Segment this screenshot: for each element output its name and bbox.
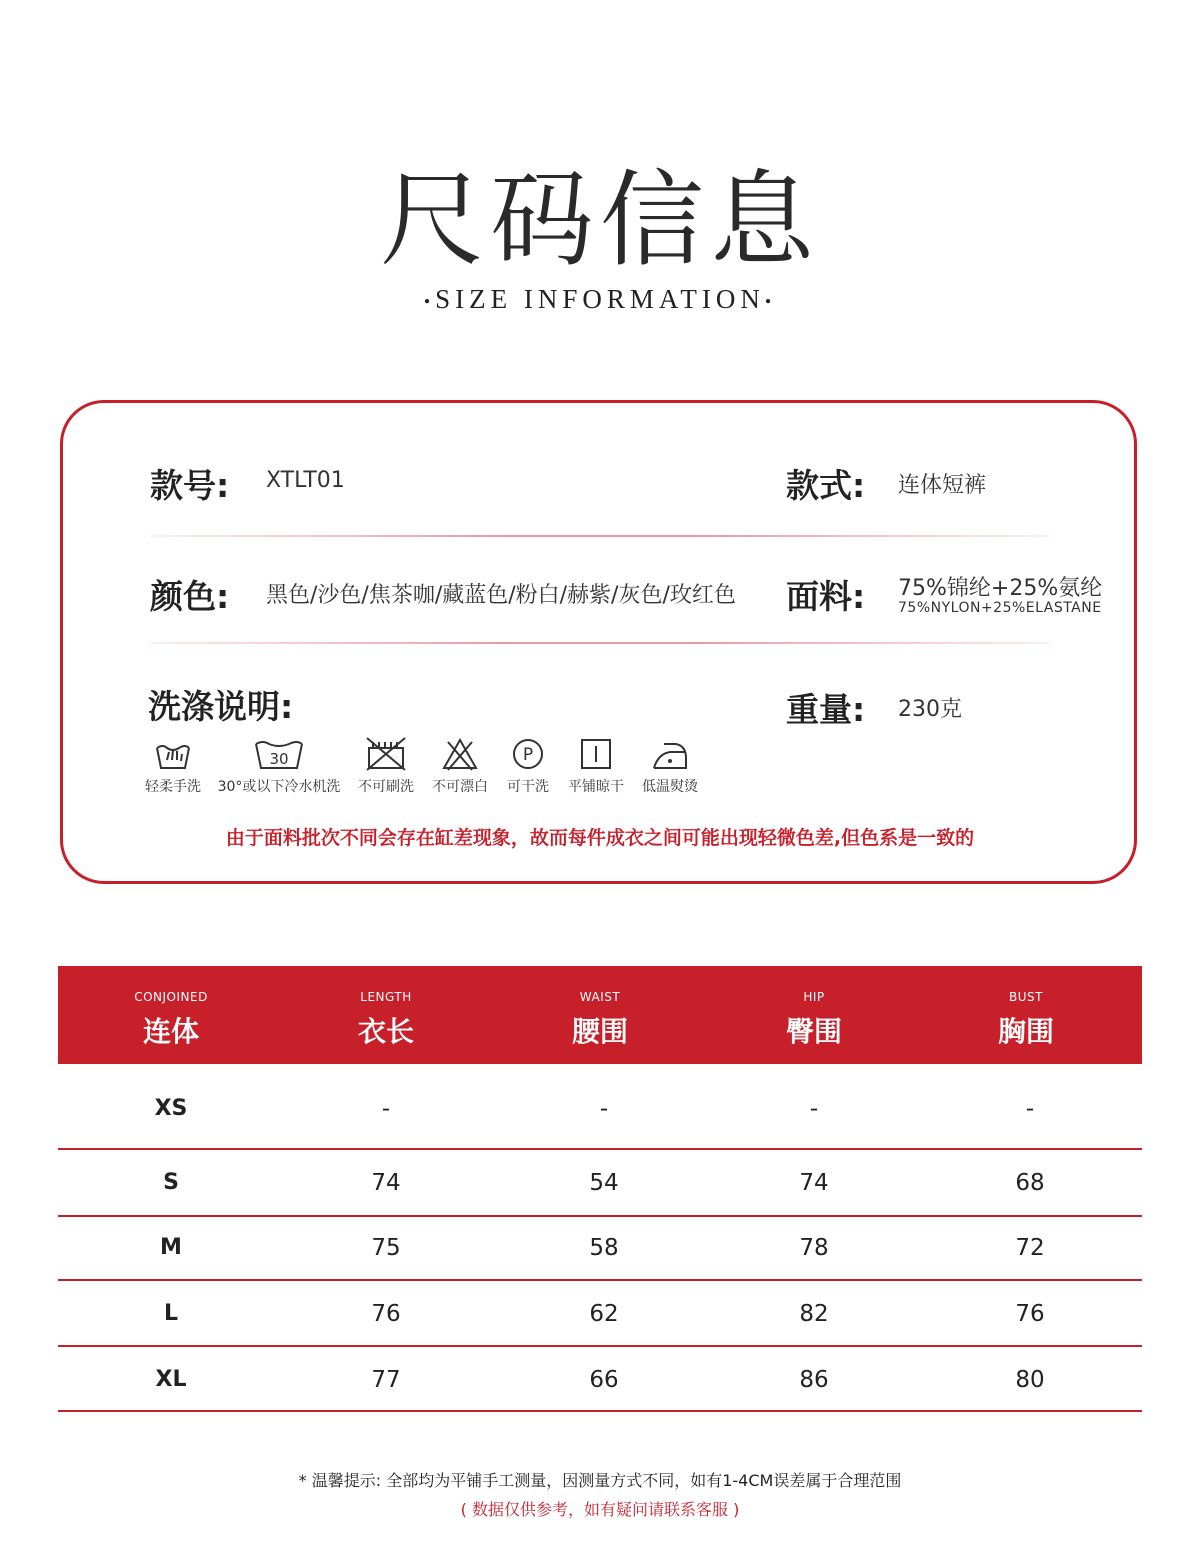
column-header-conjoined bbox=[71, 966, 271, 1064]
care-label-dry-clean: 可干洗 bbox=[507, 779, 549, 795]
row-divider bbox=[58, 1148, 1142, 1150]
care-label-hand-wash: 轻柔手洗 bbox=[145, 779, 201, 795]
column-header-zh: 连体 bbox=[142, 1015, 199, 1048]
no-brush-icon bbox=[363, 736, 409, 772]
size-cell: M bbox=[160, 1235, 182, 1260]
dry-clean-letter: P bbox=[522, 745, 534, 765]
style-no-label: 款号: bbox=[150, 466, 230, 505]
care-item-low-iron bbox=[636, 736, 704, 796]
waist-cell: 58 bbox=[589, 1235, 619, 1261]
bust-cell: 80 bbox=[1015, 1367, 1045, 1393]
row-divider bbox=[58, 1410, 1142, 1412]
waist-cell: 62 bbox=[589, 1301, 619, 1327]
machine-wash-30-icon bbox=[253, 736, 305, 772]
page-subtitle bbox=[0, 284, 1200, 315]
wash-temperature: 30 bbox=[269, 750, 289, 768]
length-cell: 74 bbox=[371, 1170, 401, 1196]
length-cell: 76 bbox=[371, 1301, 401, 1327]
care-label-flat-dry: 平铺晾干 bbox=[568, 779, 624, 795]
no-bleach-icon bbox=[440, 736, 480, 772]
low-iron-icon bbox=[650, 736, 690, 772]
style-value: 连体短裤 bbox=[898, 473, 987, 498]
column-header-en: WAIST bbox=[579, 990, 621, 1004]
waist-cell: 54 bbox=[589, 1170, 619, 1196]
fabric-label: 面料: bbox=[786, 577, 866, 616]
subtitle-dot-right: • bbox=[764, 291, 777, 312]
page-title: 尺码信息 bbox=[379, 159, 820, 281]
style-label: 款式: bbox=[786, 466, 866, 505]
hip-cell: 82 bbox=[799, 1301, 829, 1327]
fabric-value-cn: 75%锦纶+25%氨纶 bbox=[898, 576, 1103, 601]
size-cell: L bbox=[163, 1301, 179, 1326]
info-divider bbox=[150, 642, 1050, 644]
hip-cell: 86 bbox=[799, 1367, 829, 1393]
size-cell: S bbox=[163, 1170, 179, 1195]
care-item-no-bleach bbox=[426, 736, 494, 796]
length-cell: 75 bbox=[371, 1235, 401, 1261]
length-cell: - bbox=[381, 1096, 391, 1122]
weight-label: 重量: bbox=[786, 690, 866, 729]
size-table-header bbox=[58, 966, 1142, 1064]
care-item-flat-dry bbox=[562, 736, 630, 796]
column-header-en: CONJOINED bbox=[134, 990, 208, 1004]
row-divider bbox=[58, 1279, 1142, 1281]
column-header-waist bbox=[500, 966, 700, 1064]
dry-clean-p-icon bbox=[510, 736, 546, 772]
color-label: 颜色: bbox=[150, 577, 230, 616]
measurement-tip: * 温馨提示: 全部均为平铺手工测量，因测量方式不同，如有1-4CM误差属于合理范围 bbox=[298, 1471, 902, 1490]
bust-cell: 68 bbox=[1015, 1170, 1045, 1196]
column-header-zh: 臀围 bbox=[785, 1015, 842, 1048]
care-item-hand-wash bbox=[136, 736, 210, 796]
waist-cell: - bbox=[599, 1096, 609, 1122]
column-header-length bbox=[286, 966, 486, 1064]
style-no-value: XTLT01 bbox=[266, 468, 345, 493]
flat-dry-icon bbox=[578, 736, 614, 772]
info-divider bbox=[150, 535, 1050, 537]
subtitle-dot-left: • bbox=[423, 291, 436, 312]
care-item-machine-wash bbox=[212, 736, 346, 796]
hand-wash-icon bbox=[153, 736, 193, 772]
column-header-en: HIP bbox=[803, 990, 825, 1004]
waist-cell: 66 bbox=[589, 1367, 619, 1393]
column-header-en: LENGTH bbox=[360, 990, 412, 1004]
care-label: 洗涤说明: bbox=[148, 687, 294, 726]
hip-cell: 74 bbox=[799, 1170, 829, 1196]
color-difference-notice: 由于面料批次不同会存在缸差现象，故而每件成衣之间可能出现轻微色差,但色系是一致的 bbox=[225, 827, 975, 849]
care-label-no-brush: 不可刷洗 bbox=[358, 779, 414, 795]
bust-cell: 72 bbox=[1015, 1235, 1045, 1261]
reference-note: ( 数据仅供参考，如有疑问请联系客服 ) bbox=[460, 1500, 740, 1519]
color-value: 黑色/沙色/焦茶咖/藏蓝色/粉白/赫紫/灰色/玫红色 bbox=[266, 583, 736, 608]
column-header-zh: 胸围 bbox=[997, 1015, 1054, 1048]
bust-cell: 76 bbox=[1015, 1301, 1045, 1327]
care-label-no-bleach: 不可漂白 bbox=[432, 779, 488, 795]
size-cell: XL bbox=[155, 1367, 187, 1392]
care-label-machine-wash: 30°或以下冷水机洗 bbox=[217, 779, 341, 795]
column-header-en: BUST bbox=[1009, 990, 1043, 1004]
bust-cell: - bbox=[1025, 1096, 1035, 1122]
fabric-value-en: 75%NYLON+25%ELASTANE bbox=[898, 600, 1102, 616]
column-header-zh: 衣长 bbox=[357, 1015, 414, 1048]
care-item-dry-clean bbox=[498, 736, 558, 796]
column-header-zh: 腰围 bbox=[571, 1015, 628, 1048]
column-header-bust bbox=[926, 966, 1126, 1064]
weight-value: 230克 bbox=[898, 697, 962, 722]
hip-cell: 78 bbox=[799, 1235, 829, 1261]
row-divider bbox=[58, 1215, 1142, 1217]
column-header-hip bbox=[714, 966, 914, 1064]
length-cell: 77 bbox=[371, 1367, 401, 1393]
hip-cell: - bbox=[809, 1096, 819, 1122]
size-cell: XS bbox=[154, 1096, 188, 1121]
subtitle-text: SIZE INFORMATION bbox=[435, 284, 765, 314]
row-divider bbox=[58, 1345, 1142, 1347]
care-label-low-iron: 低温熨烫 bbox=[642, 779, 698, 795]
care-item-no-brush bbox=[352, 736, 420, 796]
